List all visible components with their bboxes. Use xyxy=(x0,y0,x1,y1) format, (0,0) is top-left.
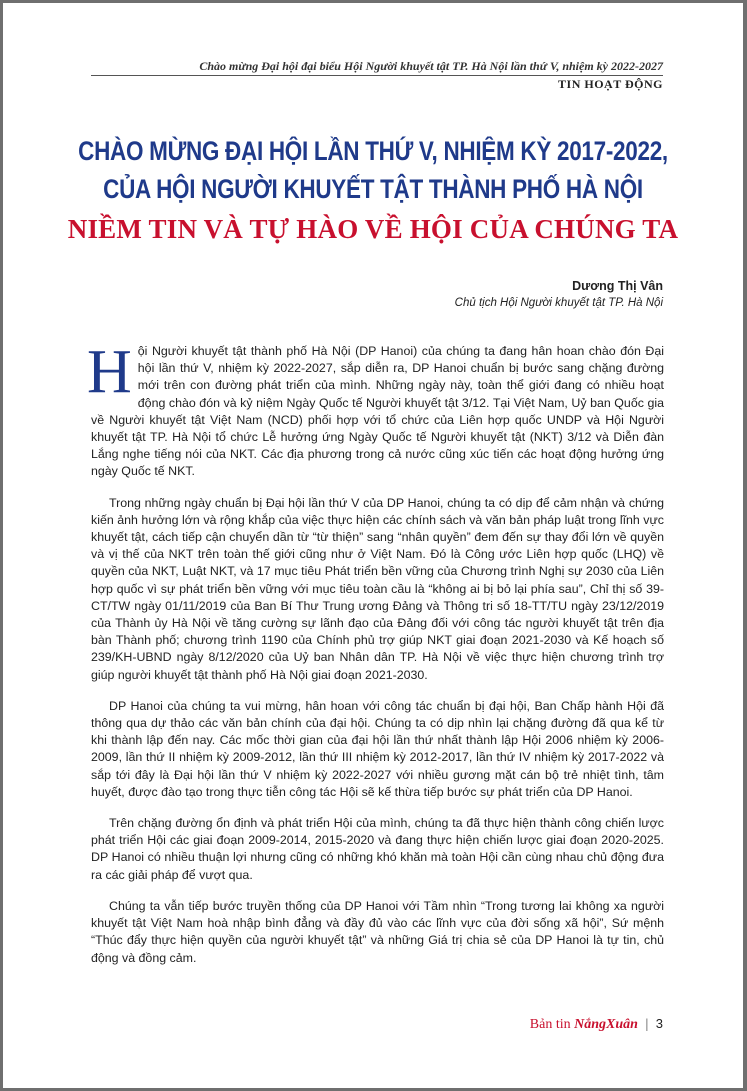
publication-prefix: Bản tin xyxy=(529,1017,571,1032)
paragraph-2: Trong những ngày chuẩn bị Đại hội lần thứ V của DP Hanoi, chúng ta có dịp để cảm nhận và chứng kiến ảnh hưởng lớn và rộng khắp của việc thực hiện các chính sách và văn bản pháp luật trong lĩnh vực khuyết tật, cách tiếp cận chuyển dần từ “từ thiện” sang “nhân quyền” đem đến sự thay đổi lớn về quyền và vị thế của NKT trên toàn thế giới cũng như ở Việt Nam. Đó là Công ước Liên hợp quốc (LHQ) về quyền của NKT, Luật NKT, và 17 mục tiêu Phát triển bền vững của Chương trình Nghị sự 2030 của Liên hợp quốc vì sự phát triển bền vững với mục tiêu toàn cầu là “không ai bị bỏ lại phía sau”, Chỉ thị số 39-CT/TW ngày 01/11/2019 của Ban Bí Thư Trung ương Đảng và Thông tri số 18-TT/TU ngày 23/12/2019 của Thành ủy Hà Nội về tăng cường sự lãnh đạo của Đảng đối với công tác người khuyết tật trên địa bàn Thành phố; chương trình 1190 của Chính phủ trợ giúp NKT giai đoạn 2021-2030 và Kế hoạch số 239/KH-UBND ngày 8/12/2020 của Uỷ ban Nhân dân TP. Hà Nội về việc thực hiện chương trình trợ giúp người khuyết tật thành phố Hà Nội giai đoạn 2021-2030. xyxy=(91,495,664,682)
header-divider xyxy=(91,75,663,76)
title-line-2: CỦA HỘI NGƯỜI KHUYẾT TẬT THÀNH PHỐ HÀ NỘI xyxy=(103,174,643,204)
publication-logo: NắngXuân xyxy=(574,1017,638,1032)
paragraph-1 xyxy=(87,338,664,481)
author-role: Chủ tịch Hội Người khuyết tật TP. Hà Nội xyxy=(454,297,663,309)
page-number: 3 xyxy=(655,1016,663,1031)
document-page xyxy=(3,3,743,1088)
article-headline: NIỀM TIN VÀ TỰ HÀO VỀ HỘI CỦA CHÚNG TA xyxy=(67,214,679,244)
section-label: TIN HOẠT ĐỘNG xyxy=(558,77,663,91)
paragraph-3: DP Hanoi của chúng ta vui mừng, hân hoan với công tác chuẩn bị đại hội, Ban Chấp hành Hội đã thông qua dự thảo các văn bản chính của đại hội. Chúng ta có dịp nhìn lại chặng đường đã qua kể từ khi thành lập đến nay. Các mốc thời gian của đại hội lần thứ nhất thành lập Hội 2006 nhiệm kỳ 2006-2009, lần thứ II nhiệm kỳ 2009-2012, lần thứ III nhiệm kỳ 2012-2017, lần thứ IV nhiệm kỳ 2017-2022 và sắp tới đây là Đại hội lần thứ V nhiệm kỳ 2022-2027 với nhiều gương mặt cán bộ trẻ nhiệt tình, tâm huyết, được đào tạo trong thực tiễn công tác Hội sẽ kế thừa tiếp bước sự phát triển của DP Hanoi. xyxy=(91,698,664,799)
footer-separator: | xyxy=(645,1017,649,1032)
article-title xyxy=(63,133,683,209)
paragraph-1-text: ội Người khuyết tật thành phố Hà Nội (DP Hanoi) của chúng ta đang hân hoan chào đón Đại hội lần thứ V, nhiệm kỳ 2022-2027, sắp diễn ra, DP Hanoi chuẩn bị bước sang chặng đường mới trên con đường phát triển của mình. Những ngày này, toàn thể giới đang có nhiều hoạt động chào đón và kỷ niệm Ngày Quốc tế Người khuyết tật 3/12. Tại Việt Nam, Uỷ ban Quốc gia về Người khuyết tật Việt Nam (NCD) phối hợp với tổ chức của Liên hợp quốc UNDP và Hội Người khuyết tật TP. Hà Nội tổ chức Lễ hưởng ứng Ngày Quốc tế Người khuyết tật (NKT) 3/12 và Diễn đàn Lắng nghe tiếng nói của NKT. Các địa phương trong cả nước cũng xúc tiến các hoạt động hưởng ứng ngày Quốc tế NKT. xyxy=(91,344,664,479)
author-name: Dương Thị Vân xyxy=(572,279,663,293)
running-header: Chào mừng Đại hội đại biểu Hội Người khuyết tật TP. Hà Nội lần thứ V, nhiệm kỳ 2022-2027 xyxy=(199,59,663,73)
page-footer xyxy=(473,1016,663,1033)
title-line-1: CHÀO MỪNG ĐẠI HỘI LẦN THỨ V, NHIỆM KỲ 2017-2022, xyxy=(78,136,668,167)
paragraph-4: Trên chặng đường ổn định và phát triển Hội của mình, chúng ta đã thực hiện thành công chiến lược phát triển Hội các giai đoạn 2009-2014, 2015-2020 và đang thực hiện chiến lược giai đoạn 2020-2025. DP Hanoi có nhiều thuận lợi nhưng cũng có những khó khăn mà toàn Hội cần cùng nhau chủ động đưa ra các giải pháp để vượt qua. xyxy=(91,816,664,882)
paragraph-5: Chúng ta vẫn tiếp bước truyền thống của DP Hanoi với Tầm nhìn “Trong tương lai không xa người khuyết tật Việt Nam hoà nhập bình đẳng và đầy đủ vào các lĩnh vực của đời sống xã hội”, Sứ mệnh “Thúc đẩy thực hiện quyền của người khuyết tật” và những Giá trị chia sẻ của DP Hanoi là tự tin, chủ động và đồng cảm. xyxy=(91,898,664,965)
article-body xyxy=(87,338,664,981)
drop-cap: H xyxy=(87,338,132,406)
